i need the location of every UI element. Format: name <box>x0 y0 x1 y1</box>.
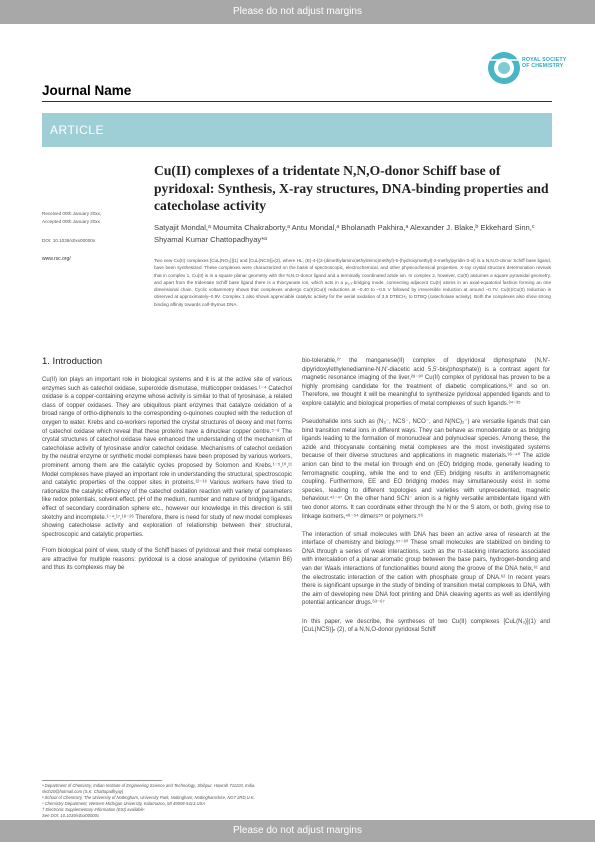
footnote-affiliation-c: ᶜ Chemistry Department, Western Michigan University, Kalamazoo, MI 49008-5413,USA <box>42 800 206 806</box>
header-rule <box>42 101 552 102</box>
article-title: Cu(II) complexes of a tridentate N,N,O-donor Schiff base of pyridoxal: Synthesis, X-ray structures, DNA-binding properties and catecholase activity <box>154 163 549 213</box>
body-paragraph: Cu(II) ion plays an important role in biological systems and it is at the active site of various enzymes such as catechol oxidase, superoxide dismutase, multicopper oxidases.¹⁻⁴ Catechol oxidase is a copper-containing enzyme whose activity is similar to that of tyrosinase, a related class of copper oxidases. They are ubiquitous plant enzymes that catalyze oxidation of a broad range of ortho-diphenols to the corresponding o-quinones coupled with the reduction of oxygen to water. Krebs and co-workers reported the crystal structures of deoxy and met forms of catechol oxidase which reveal that these proteins have a dinuclear copper centre.⁵⁻⁸ The crystal structures of catechol oxidase have enhanced the understanding of the mechanism of catecholase activity of tyrosinase and/or catechol oxidase. Mechanisms of catechol oxidation by the neutral enzyme or synthetic model complexes have been proposed by various workers, prominent among them are the catalytic cycles proposed by Solomon and Krebs.¹⁻⁵,¹⁰,¹¹ Model complexes have played an important role in understanding the structural, spectroscopic and catalytic properties of the copper sites in proteins.¹²⁻¹⁶ Various workers have tried to rationalize the catalytic efficiency of the catechol oxidation reaction with variety of parameters like redox potentials, solvent effect, pH of the medium, number and nature of bridging ligands, effect of secondary coordination sphere etc., however our knowledge in this direction is still sketchy and incomplete.¹⁻⁴,¹⁷,¹⁸⁻²⁶ Therefore, there is need for study of new model complexes showing catecholase activity and exploration of relationship between their structural, spectroscopic and catalytic properties. <box>42 377 292 538</box>
abstract: Two new Cu(II) complexes [CuL(NO₃)](1) and [CuL(NCS)]ₙ(2), where HL, (E)-4-((2-(dimethylamino)ethylimino)methyl)-5-(hydroxymethyl)-2-methylpyridin-3-ol) is a N,N,O-donor Schiff base ligand, have been synthesized. These complexes were characterized on the basis of spectroscopic, electrochemical, and other physicochemical properties. X-ray crystal structure determination reveals that in complex 1, Cu(II) is in a square planar geometry with the N,N,O-donor ligand and a terminally coordinated azide ion. In complex 2, however, Cu(II) assumes a square pyramidal geometry, and apart from the tridentate Schiff base ligand there is a thiocyanate ion, which acts in a μ₁,₃-bridging mode, connecting adjacent Cu(II) atoms in an axial-equatorial fashion forming an one dimensional chain. Cyclic voltammetry shows that complexes undergo Cu(II)/Cu(I) reductions at –0.40 to –0.5 V followed by irreversible reduction at around –0.7V. Cu(II)/Cu(0) reduction is observed at approximately–0.9V. Complex 1 also shows appreciable catalytic activity for the aerial oxidation of 3,5 DTBCH₂ to DTBQ (catecholase activity). Both the complexes also show strong binding affinity towards calf-thymus DNA. <box>154 258 551 307</box>
body-paragraph: The interaction of small molecules with DNA has been an active area of research at the interface of chemistry and biology.⁵⁷⁻⁶⁰ These small molecules are stabilized on binding to DNA through a series of weak interactions, such as the π-stacking interactions associated with intercalation of a planar aromatic group between the base pairs, hydrogen-bonding and van der Waals interactions of functionalities bound along the groove of the DNA helix,⁶¹ and the electrostatic interaction of the cation with phosphate group of DNA.⁶² In recent years there is significant upsurge in the study of binding of transition metal complexes to DNA, with the aim of developing new DNA foot printing and DNA cleaving agents as well as identifying potential anticancer drugs.⁶³⁻⁶⁷ <box>302 531 550 607</box>
article-type-label: ARTICLE <box>50 123 104 137</box>
footnotes <box>42 783 292 818</box>
body-paragraph: bio-tolerable,²⁷ the manganese(II) complex of dipyridoxal diphosphate (N,N'-dipyridoxylethylenediamine-N,N'-diacetic acid 5,5'-bis(phosphate)) is a contrast agent for magnetic resonance imaging of the liver,²⁸⁻³⁰ Cu(II) complex of pyridoxal has proven to be a highly promising candidate for the treatment of diabetic complications,³² and so on. Therefore, we thought it will be meaningful to synthesize pyridoxal appended ligands and to explore catalytic and biological properties of metal complexes of such ligands.³⁴⁻³⁵ <box>302 358 550 407</box>
body-paragraph: From biological point of view, study of the Schiff bases of pyridoxal and their metal complexes are attractive for multiple reasons: pyridoxal is a close analogue of pyridoxine (vitamin B6) and thus its complexes may be <box>42 548 292 572</box>
body-paragraph: Pseudohalide ions such as (N₃⁻, NCS⁻, NCO⁻, and N(NC)₂⁻) are versatile ligands that can bind transition metal ions in different ways. They can behave as monodentate or as bridging ligands leading to the formation of mononuclear and polynuclear species. Among these, the azide and thiocyanate containing metal complexes are the most investigated systems because of their diverse structures and applications in magnetic materials.³⁶⁻⁴⁰ The azide anion can bind to the metal ion through end on (EO) bridging mode, generally leading to ferromagnetic coupling, while the end to end (EE) bridging results in antiferromagnetic coupling. Furthermore, EE and EO bridging modes may simultaneously exist in some species, leading to different topologies and varieties with unprecedented, magnetic behaviour.⁴¹⁻⁴⁷ On the other hand SCN⁻ anion is a highly versatile ambidentate ligand with two donor atoms. It can coordinate either through the N or the S atom, or both, giving rise to linkage isomers,⁴⁸⁻⁵⁴ dimers⁵⁵ or polymers.⁵⁶ <box>302 419 550 520</box>
article-type-bar <box>42 113 552 147</box>
footnote-affiliation-a: ᵃ Department of Chemistry, Indian Institute of Engineering Science and Technology, Shibpur, Howrah 711103, India. skch20@hotmail.com (S.K. Chattopadhyay) <box>42 783 256 794</box>
accepted-date: Accepted 00th January 20xx <box>42 219 100 224</box>
top-margin-banner: Please do not adjust margins <box>0 0 595 24</box>
received-dates <box>42 210 101 226</box>
footnote-esi: † Electronic Supplementary Information (ESI) available: <box>42 806 145 812</box>
body-paragraph: In this paper, we describe, the syntheses of two Cu(II) complexes [CuL(N₃)](1) and [CuL(NCS)]ₙ (2), of a N,N,O-donor pyridoxal Schiff <box>302 618 550 634</box>
footnote-rule <box>42 780 162 781</box>
footnote-affiliation-b: ᵇ School of Chemistry, The University of Nottingham, University Park, Nottingham, Nottinghamshire, NG7 2RD,U.K. <box>42 794 255 800</box>
rsc-logo-text: ROYAL SOCIETY OF CHEMISTRY <box>522 57 567 70</box>
right-column <box>302 357 550 644</box>
bottom-margin-banner: Please do not adjust margins <box>0 820 595 842</box>
doi-label: DOI: 10.1039/x0xx00000x <box>42 238 96 243</box>
website-link[interactable]: www.rsc.org/ <box>42 256 71 262</box>
author-list: Satyajit Mondal,ᵃ Moumita Chakraborty,ᵃ Antu Mondal,ᵃ Bholanath Pakhira,ᵃ Alexander J. Blake,ᵇ Ekkehard Sinn,ᶜ Shyamal Kumar Chattopadhyay*ᵃ <box>154 223 535 244</box>
received-date: Received 00th January 20xx, <box>42 211 102 216</box>
left-column <box>42 376 292 581</box>
footnote-doi: See DOI: 10.1039/x0xx00000x <box>42 812 100 818</box>
section-heading-introduction: 1. Introduction <box>42 356 103 367</box>
journal-name: Journal Name <box>42 83 132 98</box>
